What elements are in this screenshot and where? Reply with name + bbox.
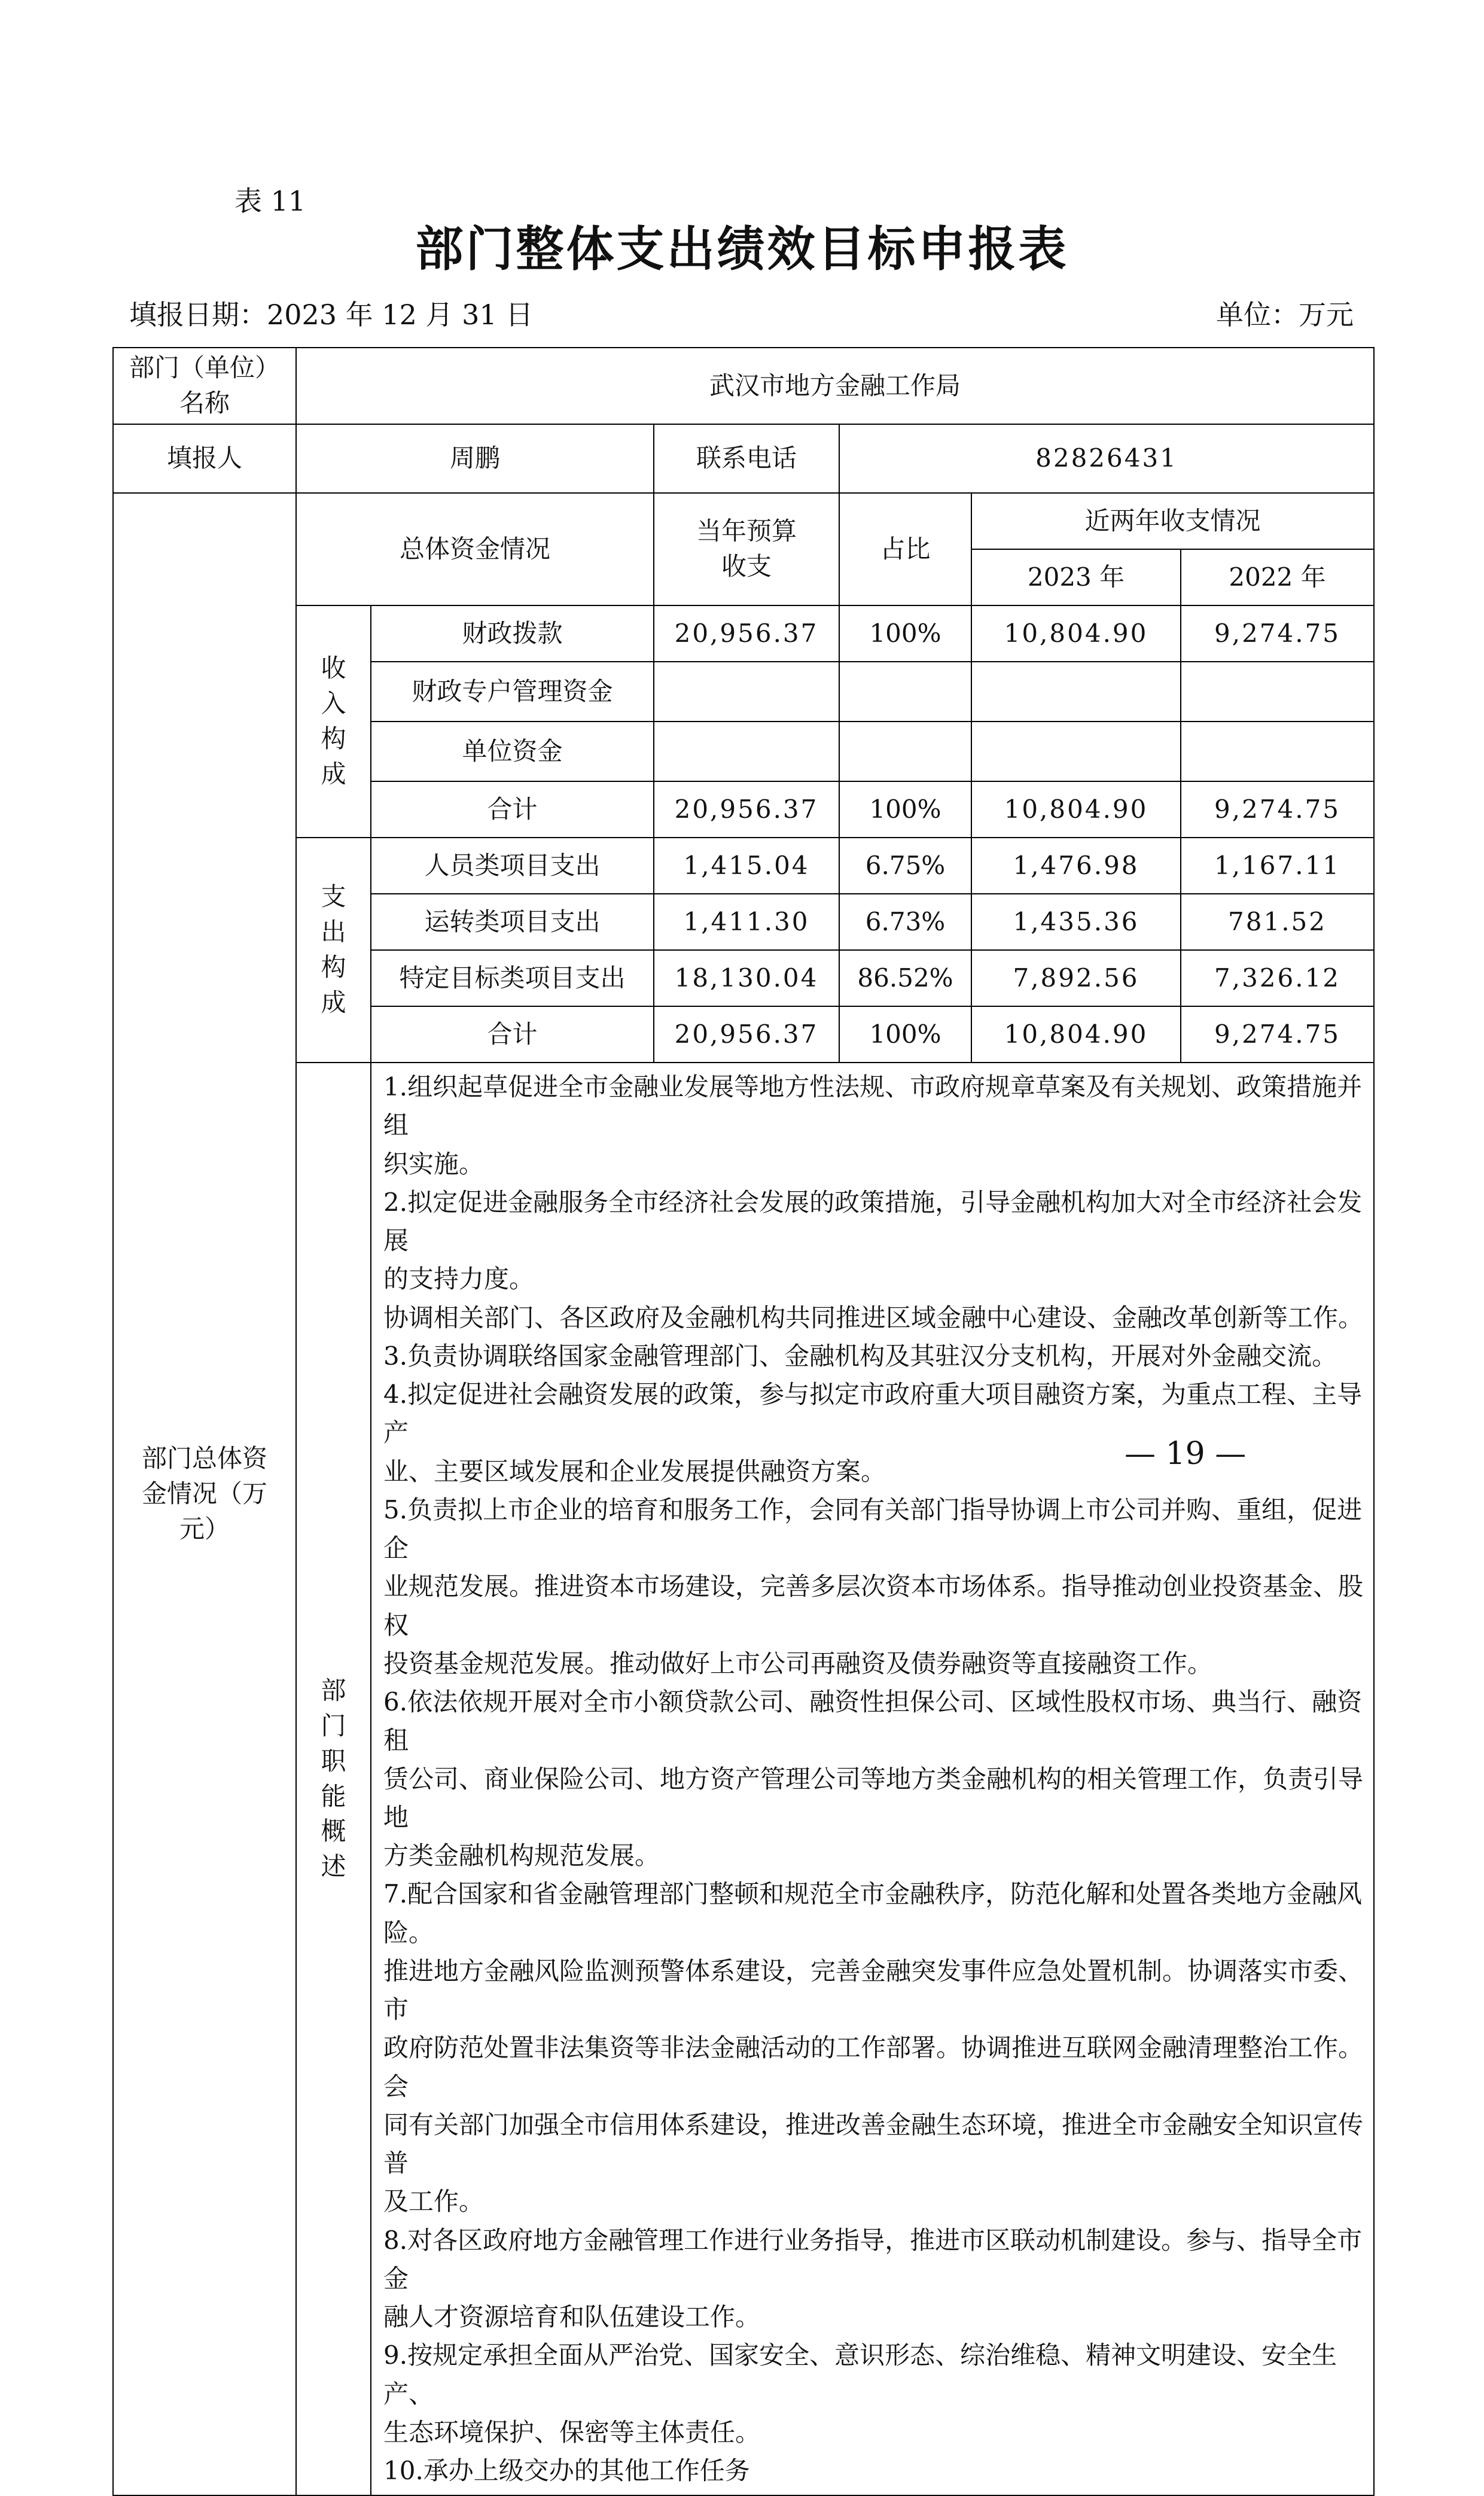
ratio-cell: 100%: [839, 605, 971, 662]
ratio-cell: 6.75%: [839, 838, 971, 894]
duty-line: 政府防范处置非法集资等非法金融活动的工作部署。协调推进互联网金融清理整治工作。会: [383, 2033, 1364, 2101]
duty-line: 9.按规定承担全面从严治党、国家安全、意识形态、综治维稳、精神文明建设、安全生产、: [383, 2340, 1337, 2409]
duty-line: 推进地方金融风险监测预警体系建设，完善金融突发事件应急处置机制。协调落实市委、市: [383, 1956, 1364, 2024]
page-number: — 19 —: [1125, 1436, 1247, 1472]
duty-line: 方类金融机构规范发展。: [383, 1841, 660, 1870]
duty-line: 织实施。: [383, 1149, 484, 1179]
duty-line: 5.负责拟上市企业的培育和服务工作，会同有关部门指导协调上市公司并购、重组，促进企: [383, 1494, 1363, 1563]
dept-name-label: 部门（单位）名称: [113, 348, 296, 424]
year-2023-cell: 10,804.90: [971, 1006, 1181, 1063]
reporter-value: 周鹏: [296, 424, 654, 493]
year-2022-cell: [1181, 722, 1374, 781]
funds-section-label: 部门总体资金情况（万元）: [113, 493, 296, 2495]
duties-content: [371, 1063, 1374, 2495]
year-2022-cell: 9,274.75: [1181, 781, 1374, 838]
year-2023-cell: [971, 662, 1181, 722]
ratio-cell: [839, 662, 971, 722]
budget-cell: [654, 722, 839, 781]
phone-label: 联系电话: [654, 424, 839, 493]
budget-cell: 20,956.37: [654, 781, 839, 838]
document-title: 部门整体支出绩效目标申报表: [415, 221, 1069, 277]
duty-line: 同有关部门加强全市信用体系建设，推进改善金融生态环境，推进全市金融安全知识宣传普: [383, 2110, 1364, 2178]
income-group-label: 收入构成: [296, 605, 371, 838]
recent-years-header: 近两年收支情况: [971, 493, 1374, 549]
row-name: 运转类项目支出: [371, 894, 654, 950]
budget-cell: 18,130.04: [654, 950, 839, 1006]
ratio-header: 占比: [839, 493, 971, 605]
row-name: 单位资金: [371, 722, 654, 781]
ratio-cell: 100%: [839, 1006, 971, 1063]
expense-group-label: 支出构成: [296, 838, 371, 1063]
overall-funds-header: 总体资金情况: [296, 493, 654, 605]
duty-line: 8.对各区政府地方金融管理工作进行业务指导，推进市区联动机制建设。参与、指导全市金: [383, 2225, 1363, 2293]
dept-name-value: 武汉市地方金融工作局: [296, 348, 1374, 424]
dept-name-row: [113, 348, 1374, 424]
duty-line: 生态环境保护、保密等主体责任。: [383, 2417, 761, 2447]
duties-row: [113, 1063, 1374, 2495]
ratio-cell: 100%: [839, 781, 971, 838]
budget-header: 当年预算收支: [654, 493, 839, 605]
duty-line: 的支持力度。: [383, 1264, 535, 1294]
duty-line: 业规范发展。推进资本市场建设，完善多层次资本市场体系。指导推动创业投资基金、股权: [383, 1572, 1364, 1640]
duties-label: 部门职能概述: [296, 1063, 371, 2495]
ratio-cell: 6.73%: [839, 894, 971, 950]
duty-line: 10.承办上级交办的其他工作任务: [383, 2456, 750, 2485]
year-2022-cell: 7,326.12: [1181, 950, 1374, 1006]
year-2022-cell: 9,274.75: [1181, 605, 1374, 662]
duty-line: 7.配合国家和省金融管理部门整顿和规范全市金融秩序，防范化解和处置各类地方金融风险。: [383, 1879, 1363, 1947]
duty-line: 3.负责协调联络国家金融管理部门、金融机构及其驻汉分支机构，开展对外金融交流。: [383, 1341, 1337, 1371]
performance-target-table: [112, 347, 1375, 2496]
duty-line: 赁公司、商业保险公司、地方资产管理公司等地方类金融机构的相关管理工作，负责引导地: [383, 1764, 1364, 1832]
budget-cell: 20,956.37: [654, 605, 839, 662]
year-2023-cell: 10,804.90: [971, 781, 1181, 838]
fill-date: 填报日期：2023 年 12 月 31 日: [129, 299, 534, 331]
duty-line: 融人才资源培育和队伍建设工作。: [383, 2302, 761, 2331]
year-2023-header: 2023 年: [971, 549, 1181, 605]
unit-label: 单位：万元: [1216, 299, 1354, 331]
phone-value: 82826431: [839, 424, 1374, 493]
row-name: 特定目标类项目支出: [371, 950, 654, 1006]
budget-cell: 1,415.04: [654, 838, 839, 894]
reporter-row: [113, 424, 1374, 493]
year-2023-cell: 1,435.36: [971, 894, 1181, 950]
ratio-cell: 86.52%: [839, 950, 971, 1006]
row-name: 合计: [371, 781, 654, 838]
row-name: 人员类项目支出: [371, 838, 654, 894]
duty-line: 1.组织起草促进全市金融业发展等地方性法规、市政府规章草案及有关规划、政策措施并组: [383, 1072, 1363, 1140]
duty-line: 4.拟定促进社会融资发展的政策，参与拟定市政府重大项目融资方案，为重点工程、主导产: [383, 1380, 1363, 1448]
row-name: 合计: [371, 1006, 654, 1063]
year-2023-cell: 7,892.56: [971, 950, 1181, 1006]
duty-line: 及工作。: [383, 2187, 484, 2217]
duty-line: 投资基金规范发展。推动做好上市公司再融资及债券融资等直接融资工作。: [383, 1648, 1213, 1678]
year-2023-cell: 10,804.90: [971, 605, 1181, 662]
funds-header-row: [113, 493, 1374, 549]
budget-cell: 1,411.30: [654, 894, 839, 950]
year-2022-cell: 9,274.75: [1181, 1006, 1374, 1063]
duty-line: 业、主要区域发展和企业发展提供融资方案。: [383, 1456, 886, 1486]
year-2022-cell: [1181, 662, 1374, 722]
table-number-label: 表 11: [234, 185, 306, 217]
reporter-label: 填报人: [113, 424, 296, 493]
budget-cell: 20,956.37: [654, 1006, 839, 1063]
row-name: 财政拨款: [371, 605, 654, 662]
year-2023-cell: [971, 722, 1181, 781]
duty-line: 6.依法依规开展对全市小额贷款公司、融资性担保公司、区域性股权市场、典当行、融资租: [383, 1687, 1363, 1755]
year-2022-cell: 1,167.11: [1181, 838, 1374, 894]
duty-line: 2.拟定促进金融服务全市经济社会发展的政策措施，引导金融机构加大对全市经济社会发展: [383, 1187, 1363, 1255]
row-name: 财政专户管理资金: [371, 662, 654, 722]
income-row: [113, 605, 1374, 662]
budget-cell: [654, 662, 839, 722]
year-2023-cell: 1,476.98: [971, 838, 1181, 894]
duty-line: 协调相关部门、各区政府及金融机构共同推进区域金融中心建设、金融改革创新等工作。: [383, 1302, 1364, 1332]
year-2022-cell: 781.52: [1181, 894, 1374, 950]
year-2022-header: 2022 年: [1181, 549, 1374, 605]
expense-row: [113, 838, 1374, 894]
ratio-cell: [839, 722, 971, 781]
